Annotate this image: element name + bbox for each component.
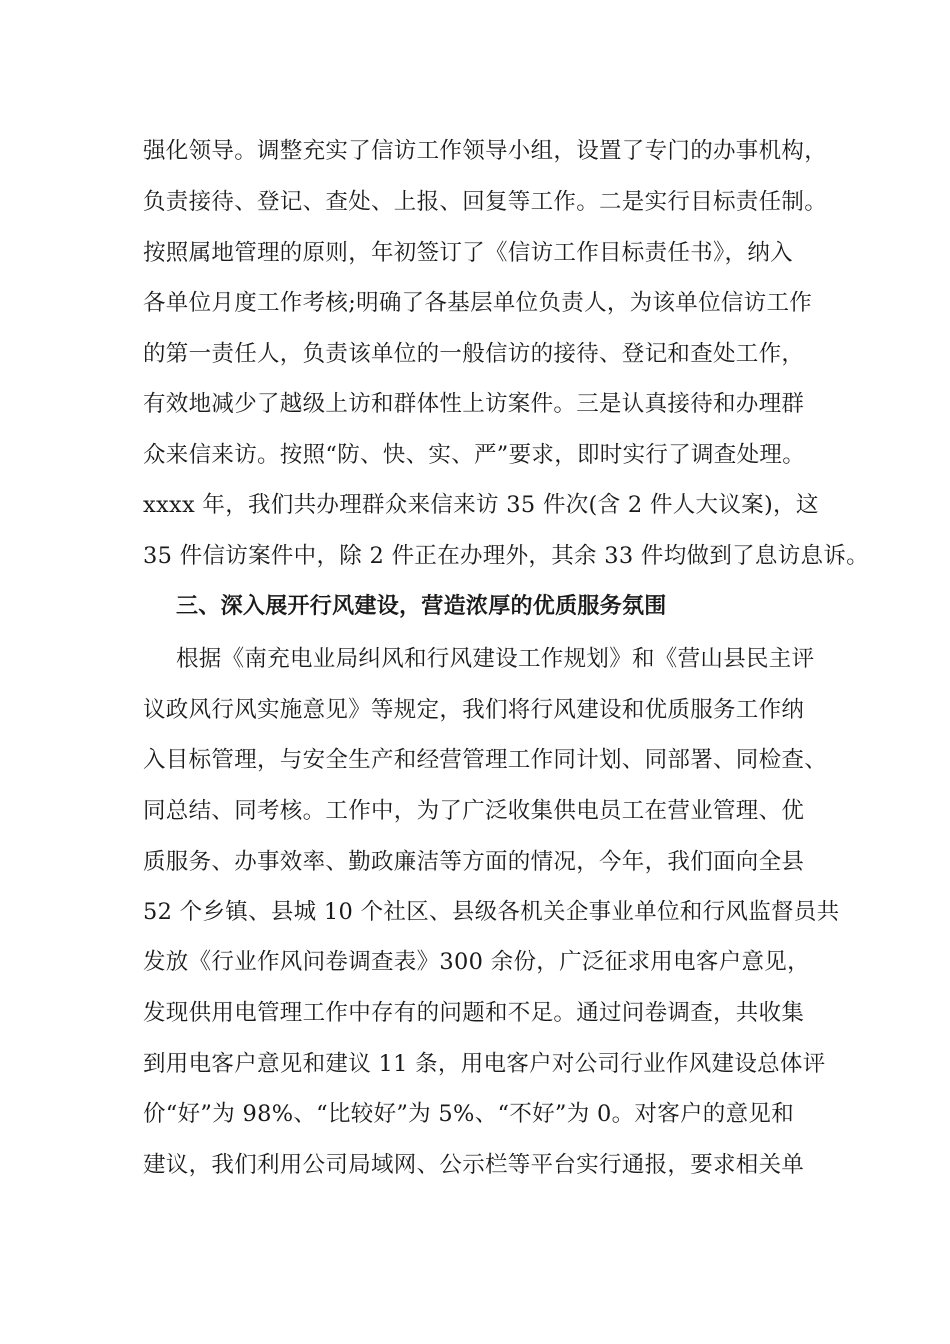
section-heading: 三、深入展开行风建设，营造浓厚的优质服务氛围 (176, 594, 667, 619)
paragraph-line-14: 同总结、同考核。工作中，为了广泛收集供电员工在营业管理、优 (143, 798, 805, 824)
paragraph-line-6: 有效地减少了越级上访和群体性上访案件。三是认真接待和办理群 (143, 391, 805, 417)
paragraph-line-16: 52 个乡镇、县城 10 个社区、县级各机关企事业单位和行风监督员共 (143, 899, 840, 925)
paragraph-line-4: 各单位月度工作考核;明确了各基层单位负责人，为该单位信访工作 (143, 290, 813, 316)
paragraph-line-13: 入目标管理，与安全生产和经营管理工作同计划、同部署、同检查、 (143, 747, 828, 773)
paragraph-line-9: 35 件信访案件中，除 2 件正在办理外，其余 33 件均做到了息访息诉。 (143, 543, 869, 569)
paragraph-line-3: 按照属地管理的原则，年初签订了《信访工作目标责任书》，纳入 (143, 240, 793, 266)
paragraph-line-8: xxxx 年，我们共办理群众来信来访 35 件次(含 2 件人大议案)，这 (143, 492, 819, 518)
paragraph-line-17: 发放《行业作风问卷调查表》300 余份，广泛征求用电客户意见， (143, 949, 810, 975)
paragraph-line-19: 到用电客户意见和建议 11 条，用电客户对公司行业作风建设总体评 (143, 1051, 826, 1077)
paragraph-line-11: 根据《南充电业局纠风和行风建设工作规划》和《营山县民主评 (176, 646, 815, 672)
paragraph-line-5: 的第一责任人，负责该单位的一般信访的接待、登记和查处工作， (143, 341, 805, 367)
paragraph-line-15: 质服务、办事效率、勤政廉洁等方面的情况，今年，我们面向全县 (143, 849, 805, 875)
paragraph-line-2: 负责接待、登记、查处、上报、回复等工作。二是实行目标责任制。 (143, 189, 828, 215)
paragraph-line-20: 价“好”为 98%、“比较好”为 5%、“不好”为 0。对客户的意见和 (143, 1101, 794, 1127)
paragraph-line-7: 众来信来访。按照“防、快、实、严”要求，即时实行了调查处理。 (143, 442, 806, 468)
paragraph-line-21: 建议，我们利用公司局域网、公示栏等平台实行通报，要求相关单 (143, 1152, 805, 1178)
paragraph-line-1: 强化领导。调整充实了信访工作领导小组，设置了专门的办事机构， (143, 138, 828, 164)
paragraph-line-12: 议政风行风实施意见》等规定，我们将行风建设和优质服务工作纳 (143, 697, 805, 723)
paragraph-line-18: 发现供用电管理工作中存有的问题和不足。通过问卷调查，共收集 (143, 1000, 805, 1026)
